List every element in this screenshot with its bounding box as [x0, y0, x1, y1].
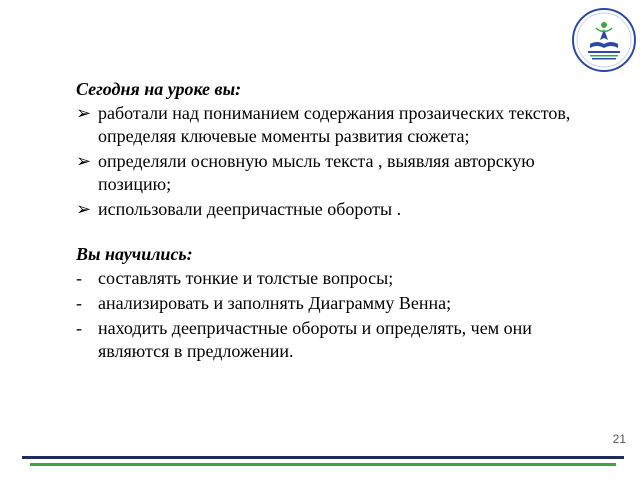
- bullet-dash-icon: -: [76, 293, 82, 313]
- list-item-text: анализировать и заполнять Диаграмму Венна;: [98, 293, 452, 313]
- bullet-dash-icon: -: [76, 268, 82, 288]
- bullet-dash-icon: -: [76, 318, 82, 338]
- slide-content: [76, 78, 596, 363]
- bullet-arrow-icon: ➢: [76, 199, 92, 219]
- list-item: [76, 267, 596, 290]
- list-item: [76, 198, 596, 221]
- bullet-arrow-icon: ➢: [76, 151, 92, 171]
- today-list: [76, 102, 596, 221]
- list-item: [76, 150, 596, 196]
- footer-rule-blue: [22, 456, 624, 459]
- list-item: [76, 102, 596, 148]
- list-item: [76, 317, 596, 363]
- section-heading-learned: Вы научились:: [76, 244, 193, 264]
- list-item-text: находить деепричастные обороты и определять, чем они являются в предложении.: [98, 318, 532, 361]
- footer-rule-green: [30, 463, 616, 466]
- list-item-text: определяли основную мысль текста , выявляя авторскую позицию;: [98, 151, 535, 194]
- list-item-text: работали над пониманием содержания прозаических текстов, определяя ключевые моменты развития сюжета;: [98, 103, 571, 146]
- section-heading-today: Сегодня на уроке вы:: [76, 79, 242, 99]
- list-item: [76, 292, 596, 315]
- school-emblem-icon: [570, 6, 638, 74]
- list-item-text: использовали деепричастные обороты .: [98, 199, 402, 219]
- learned-list: [76, 267, 596, 363]
- page-number: 21: [612, 432, 626, 446]
- bullet-arrow-icon: ➢: [76, 103, 92, 123]
- list-item-text: составлять тонкие и толстые вопросы;: [98, 268, 394, 288]
